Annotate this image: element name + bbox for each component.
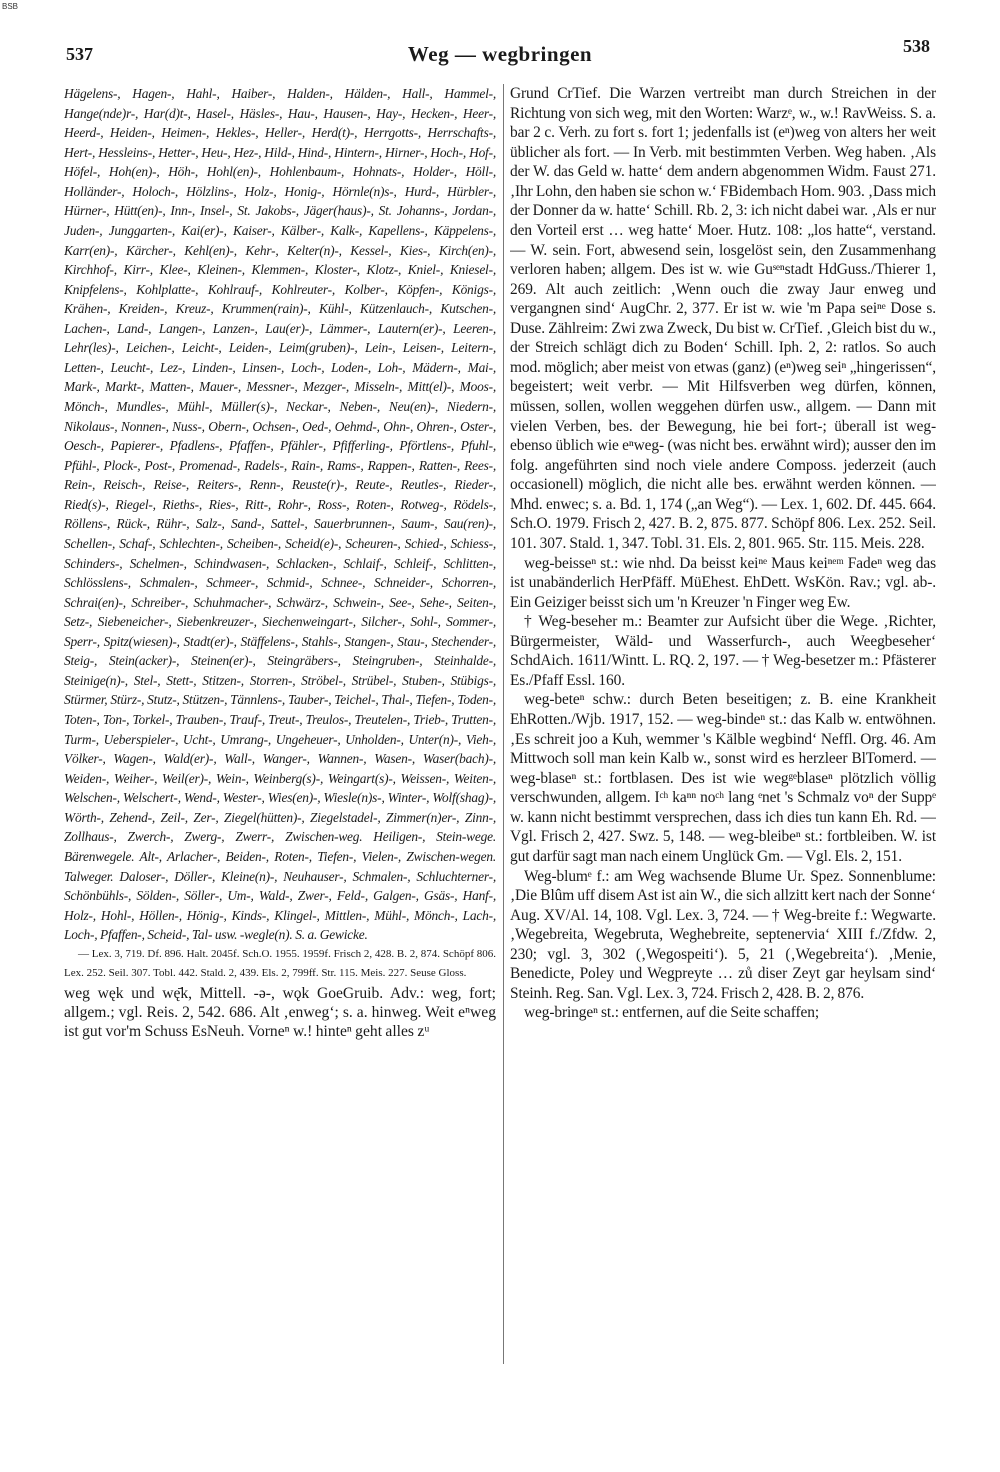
entry-weg-blume: Weg-blumᵉ f.: am Weg wachsende Blume Ur. Spez. Sonnenblume: ‚Die Blûm uff disem Ast ist ain W., die sich allzitt kert nach der Sonne‘ Aug. XV/Al. 14, 108. Vgl. Lex. 3, 724. — † Weg-breite f.: Wegwarte. ‚Wegebreita, Wegebruta, Weghebreite, septenervia‘ XIII f./Zfdw. 2, 230; vgl. 3, 302 (‚Wegospeiti‘). 5, 21 (‚Wegebreita‘). ‚Menie, Benedicte, Poley und Wegpreyte … zů diser Zeyt gar heylsam sind‘ Steinh. Reg. San. Vgl. Lex. 3, 724. Frisch 2, 428. B. 2, 876. bbox=[510, 867, 936, 1002]
entry-weg-beten: weg-beteⁿ schw.: durch Beten beseitigen; z. B. eine Krankheit EhRotten./Wjb. 1917, 152. — weg-bindeⁿ st.: das Kalb w. entwöhnen. ‚Es schreit joo a Kuh, wemmer 's Kälble wegbind‘ Neffl. Org. 46. Am Mittwoch soll man kein Kalb w., sonst wird es herzleer BlTomerd. — weg-blaseⁿ st.: fortblasen. Des ist wie wegᵍᵉblaseⁿ plötzlich völlig verschwunden, allgem. Iᶜʰ kaⁿⁿ noᶜʰ lang ᵉnet 's Schmalz voⁿ der Suppᵉ w. kann nicht bestimmt versprechen, dass ich dies tun kann Eh. Rd. — Vgl. Frisch 2, 427. Swz. 5, 148. — weg-bleibeⁿ st.: fortbleiben. W. ist gut darfür sagt man nach einem Unglück Gm. — Vgl. Els. 2, 151. bbox=[510, 691, 936, 865]
entry-weg: weg węk und wę̄k, Mittell. -ə-, wǫk GoeGruib. Adv.: weg, fort; allgem.; vgl. Reis. 2, 542. 686. Alt ‚enweg‘; s. a. hinweg. Weit eⁿweg ist gut vor'm Schuss EsNeuh. Vorneⁿ w.! hinteⁿ geht alles zᵘ bbox=[64, 984, 496, 1041]
right-column bbox=[510, 84, 936, 1374]
entry-weg-beseher: † Weg-beseher m.: Beamter zur Aufsicht über die Wege. ‚Richter, Bürgermeister, Wäld- und Wasserfurch-, auch Weegbeseher‘ SchdAich. 1611/Wintt. L. RQ. 2, 197. — † Weg-besetzer m.: Pfästerer Es./Pfaff Essl. 160. bbox=[510, 613, 936, 689]
library-stamp: BSB bbox=[2, 2, 19, 11]
running-header bbox=[0, 30, 1000, 66]
left-column bbox=[64, 84, 496, 1374]
page-number-left: 537 bbox=[66, 44, 93, 64]
references: — Lex. 3, 719. Df. 896. Halt. 2045f. Sch.O. 1955. 1959f. Frisch 2, 428. B. 2, 874. Schöpf 806. Lex. 252. Seil. 307. Tobl. 442. Stald. 2, 439. Els. 2, 799ff. Str. 115. Meis. 227. Seuse Gloss. bbox=[64, 947, 496, 980]
page-title: Weg — wegbringen bbox=[407, 42, 593, 66]
compound-list: Hägelens-, Hagen-, Hahl-, Haiber-, Halden-, Hälden-, Hall-, Hammel-, Hange(nde)r-, Har(d)t-, Hasel-, Häsles-, Hau-, Hausen-, Hay-, Hecken-, Heer-, Heerd-, Heiden-, Heimen-, Hekles-, Heller-, Herd(t)-, Herrgotts-, Herrschafts-, Hert-, Hessleins-, Hetter-, Heu-, Hez-, Hild-, Hind-, Hintern-, Hirner-, Hoch-, Hof-, Höfel-, Hoh(en)-, Höh-, Hohl(en)-, Hohlenbaum-, Hohnats-, Holder-, Höll-, Holländer-, Holoch-, Hölzlins-, Holz-, Honig-, Hörnle(n)s-, Hurd-, Hürbler-, Hürner-, Hütt(en)-, Inn-, Insel-, St. Jakobs-, Jäger(haus)-, St. Johanns-, Jordan-, Juden-, Junggarten-, Kai(er)-, Kaiser-, Kälber-, Kalk-, Kapellens-, Käppelens-, Karr(en)-, Kärcher-, Kehl(en)-, Kehr-, Kelter(n)-, Kessel-, Kies-, Kirch(en)-, Kirchhof-, Kirr-, Klee-, Kleinen-, Klemmen-, Kloster-, Klotz-, Kniel-, Kniesel-, Knipfelens-, Kohlplatte-, Kohlrauf-, Kohlreuter-, Kolber-, Köpfen-, Königs-, Krähen-, Kreiden-, Kreuz-, Krummen(rain)-, Kühl-, Kützenlauch-, Kutschen-, Lachen-, Land-, Langen-, Lanzen-, Lau(er)-, Lämmer-, Lautern(er)-, Leeren-, Lehr(les)-, Leichen-, Leicht-, Leiden-, Leim(gruben)-, Lein-, Leisen-, Leitern-, Letten-, Leucht-, Lez-, Linden-, Linsen-, Loch-, Loden-, Loh-, Mädern-, Mai-, Mark-, Markt-, Matten-, Mauer-, Messner-, Mezger-, Misseln-, Mitt(el)-, Moos-, Mönch-, Mundles-, Mühl-, Müller(s)-, Neckar-, Neben-, Neu(en)-, Niedern-, Nikolaus-, Nonnen-, Nuss-, Obern-, Ochsen-, Oed-, Oehmd-, Ohn-, Ohren-, Oster-, Oesch-, Papierer-, Pfadlens-, Pfaffen-, Pfähler-, Pfifferling-, Pförtlens-, Pfuhl-, Pfühl-, Plock-, Post-, Promenad-, Radels-, Rain-, Rams-, Rappen-, Ratten-, Rees-, Rein-, Reisch-, Reise-, Reiters-, Renn-, Reuste(r)-, Reute-, Reutles-, Rieder-, Ried(s)-, Riegel-, Rieths-, Ries-, Ritt-, Rohr-, Ross-, Roten-, Rotweg-, Rödels-, Röllens-, Rück-, Rühr-, Salz-, Sand-, Sattel-, Sauerbrunnen-, Saum-, Sau(ren)-, Schellen-, Schaf-, Schlechten-, Scheiben-, Scheid(e)-, Scheuren-, Schied-, Schiess-, Schinders-, Schelmen-, Schindwasen-, Schlacken-, Schlaif-, Schleif-, Schlitten-, Schlösslens-, Schmalen-, Schmeer-, Schmid-, Schnee-, Schneider-, Schorren-, Schrai(en)-, Schreiber-, Schuhmacher-, Schwärz-, Schwein-, See-, Sehe-, Seiten-, Setz-, Siebeneicher-, Siebenkreuzer-, Siechenweingart-, Silcher-, Sohl-, Sommer-, Sperr-, Spitz(wiesen)-, Stadt(er)-, Stäffelens-, Stahls-, Stangen-, Stau-, Stechender-, Steig-, Stein(acker)-, Steinen(er)-, Steingräbers-, Steingruben-, Steinhalde-, Steinige(n)-, Stel-, Stett-, Stitzen-, Storren-, Ströbel-, Strübel-, Stuben-, Stübigs-, Stürmer, Stürz-, Stutz-, Stützen-, Tännlens-, Tauber-, Teichel-, Thal-, Tiefen-, Toden-, Toten-, Ton-, Torkel-, Trauben-, Trauf-, Treut-, Treulos-, Treutelen-, Trieb-, Trutten-, Turm-, Ueberspieler-, Ucht-, Umrang-, Ungeheuer-, Unholden-, Unter(n)-, Vieh-, Völker-, Wagen-, Wald(er)-, Wall-, Wanger-, Wannen-, Wasen-, Waser(bach)-, Weiden-, Weiher-, Weil(er)-, Wein-, Weinberg(s)-, Weingart(s)-, Weissen-, Weiten-, Welschen-, Welschert-, Wend-, Wester-, Wies(en)-, Wiesle(n)s-, Winter-, Wolf(shag)-, Wörth-, Zehend-, Zeil-, Zer-, Ziegel(hütten)-, Ziegelstadel-, Zimmer(n)er-, Zinn-, Zollhaus-, Zwerch-, Zwerg-, Zwerr-, Zwischen-weg. Heiligen-, Stein-wege. Bärenwegele. Alt-, Arlacher-, Beiden-, Roten-, Tiefen-, Vielen-, Zwischen-wegen. Talweger. Daloser-, Döller-, Kleine(n)-, Neuhauser-, Schmalen-, Schluchterner-, Schönbühls-, Sölden-, Söller-, Um-, Wald-, Zwer-, Feld-, Galgen-, Gsäs-, Hanf-, Holz-, Hohl-, Höllen-, Hönig-, Kinds-, Klingel-, Mittlen-, Mühl-, Mönch-, Lach-, Loch-, Pfaffen-, Scheid-, Tal- usw. -wegle(n). S. a. Gewicke. bbox=[64, 86, 496, 943]
page-number-right: 538 bbox=[903, 36, 930, 56]
entry-weg-continued: Grund CrTief. Die Warzen vertreibt man durch Streichen in der Richtung von sich weg, mit den Worten: Warzᵉ, w., w.! RavWeiss. S. a. bar 2 c. Verh. zu fort s. fort 1; jedenfalls ist (eⁿ)weg von alters her weit üblicher als fort. — In Verb. mit bestimmten Verben. Weg haben. ‚Als der W. das Geld w. hatte‘ dem andern abgenommen Widm. Faust 271. ‚Ihr Lohn, den haben sie schon w.‘ FBidembach Hom. 903. ‚Dass mich der Donner da w. hatte‘ Schill. Rb. 2, 3: ich nicht dabei war. ‚Als er nur den Vorteil erst … weg hatte‘ Moer. Hutz. 108: „los hatte“, verstand. — W. sein. Fort, abwesend sein, losgelöst sein, den Zusammenhang verloren haben; allgem. Des ist w. wie Guˢᵉⁿstadt HdGuss./Thierer 1, 269. Alt auch zeitlich: ‚Wenn ouch die zway Jaur enweg und vergangnen sind‘ AugChr. 2, 377. Er ist w. wie 'm Papa seiⁿᵉ Dose s. Duse. Zählreim: Zwi zwa Zweck, Du bist w. CrTief. ‚Gleich bist du w., der Streich schlägt dich zu Boden‘ Schill. Iph. 2, 2: ratlos. So auch mod. möglich; aber meist von etwas (ganz) (eⁿ)weg seiⁿ „hingerissen“, begeistert; weit verbr. — Mit Hilfsverben weg dürfen, können, müssen, sollen, wollen weggehen dürfen usw., allgem. — Dann mit vielen Verben, bes. der Bewegung, hie bei fort-; überall ist weg- ebenso üblich wie eⁿweg- (was nicht bes. erwähnt wird); ausser den im folg. angeführten sind noch viele andere Composs. jederzeit (auch occasionell) möglich, die nicht alle bes. erwähnt werden können. — Mhd. enwec; s. a. Bd. 1, 174 („an Weg“). — Lex. 1, 602. Df. 445. 664. Sch.O. 1979. Frisch 2, 427. B. 2, 875. 877. Schöpf 806. Lex. 252. Seil. 101. 307. Stald. 1, 347. Tobl. 31. Els. 2, 801. 965. Str. 115. Meis. 228. bbox=[510, 85, 936, 552]
entry-weg-bringen: weg-bringeⁿ st.: entfernen, auf die Seite schaffen; bbox=[524, 1004, 820, 1022]
column-divider bbox=[503, 84, 504, 1364]
entry-weg-beissen: weg-beisseⁿ st.: wie nhd. Da beisst keiⁿᵉ Maus keiⁿᵉᵐ Fadeⁿ weg das ist unabänderlich HerPfäff. MüEhest. EhDett. WsKön. Rav.; vgl. ab-. Ein Geiziger beisst sich um 'n Kreuzer 'n Finger weg Ew. bbox=[510, 554, 936, 611]
